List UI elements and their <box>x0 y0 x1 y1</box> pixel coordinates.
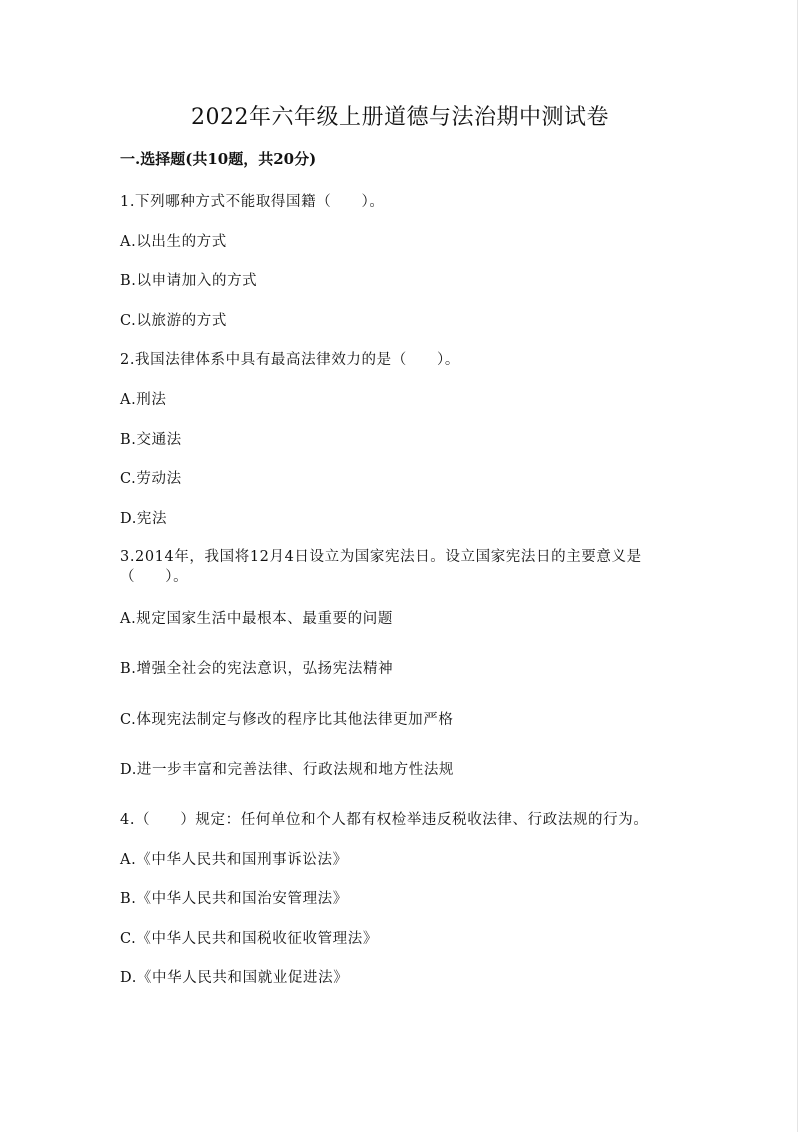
question-2-stem: 2.我国法律体系中具有最高法律效力的是（ ）。 <box>120 352 460 368</box>
question-4-option-b: B.《中华人民共和国治安管理法》 <box>120 891 348 907</box>
page-edge <box>797 0 798 1132</box>
question-3-option-d: D.进一步丰富和完善法律、行政法规和地方性法规 <box>120 762 455 778</box>
question-4-option-c: C.《中华人民共和国税收征收管理法》 <box>120 931 378 947</box>
question-3-option-a: A.规定国家生活中最根本、最重要的问题 <box>120 611 393 627</box>
question-2-option-b: B.交通法 <box>120 432 182 448</box>
question-2-option-a: A.刑法 <box>120 392 167 408</box>
question-1-option-c: C.以旅游的方式 <box>120 313 227 329</box>
question-3-option-b: B.增强全社会的宪法意识，弘扬宪法精神 <box>120 661 394 677</box>
question-1-option-b: B.以申请加入的方式 <box>120 273 258 289</box>
question-4-stem: 4.（ ）规定：任何单位和个人都有权检举违反税收法律、行政法规的行为。 <box>120 812 649 828</box>
question-2-option-c: C.劳动法 <box>120 471 182 487</box>
question-4-option-d: D.《中华人民共和国就业促进法》 <box>120 970 349 986</box>
section-heading: 一.选择题(共10题，共20分) <box>120 150 317 168</box>
question-3-stem: 3.2014年，我国将12月4日设立为国家宪法日。设立国家宪法日的主要意义是（ ）。 <box>120 549 642 585</box>
page-title: 2022年六年级上册道德与法治期中测试卷 <box>191 105 609 130</box>
question-4-option-a: A.《中华人民共和国刑事诉讼法》 <box>120 852 348 868</box>
question-1-option-a: A.以出生的方式 <box>120 234 227 250</box>
question-2-option-d: D.宪法 <box>120 511 168 527</box>
question-3-option-c: C.体现宪法制定与修改的程序比其他法律更加严格 <box>120 712 454 728</box>
question-1-stem: 1.下列哪种方式不能取得国籍（ ）。 <box>120 194 385 210</box>
